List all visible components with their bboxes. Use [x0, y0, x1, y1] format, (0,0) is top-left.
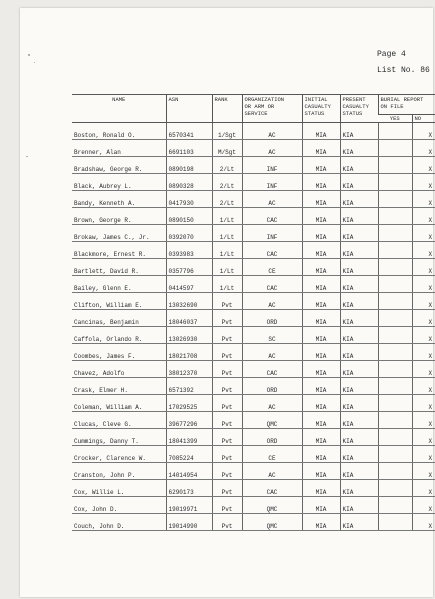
- cell-present-status: KIA: [340, 446, 378, 463]
- cell-present-status: KIA: [340, 225, 378, 242]
- cell-initial-status: MIA: [302, 208, 340, 225]
- cell-burial-no: X: [412, 293, 435, 310]
- cell-present-status: KIA: [340, 191, 378, 208]
- cell-asn: 6691103: [166, 140, 212, 157]
- cell-org: CAC: [242, 361, 302, 378]
- cell-burial-yes: [378, 378, 412, 395]
- cell-burial-no: X: [412, 361, 435, 378]
- table-row: [72, 463, 435, 480]
- cell-burial-no: X: [412, 463, 435, 480]
- cell-name: Bailey, Glenn E.: [72, 276, 166, 293]
- paper-speck: [28, 54, 30, 56]
- cell-rank: 1/Lt: [212, 276, 242, 293]
- cell-rank: 1/Sgt: [212, 123, 242, 140]
- cell-rank: Pvt: [212, 327, 242, 344]
- cell-burial-yes: [378, 140, 412, 157]
- cell-rank: Pvt: [212, 361, 242, 378]
- table-row: [72, 497, 435, 514]
- cell-burial-no: X: [412, 480, 435, 497]
- cell-rank: Pvt: [212, 310, 242, 327]
- cell-rank: Pvt: [212, 429, 242, 446]
- cell-org: AC: [242, 293, 302, 310]
- cell-burial-yes: [378, 174, 412, 191]
- cell-rank: Pvt: [212, 395, 242, 412]
- cell-asn: 14014954: [166, 463, 212, 480]
- cell-burial-no: X: [412, 242, 435, 259]
- cell-asn: 18041399: [166, 429, 212, 446]
- cell-asn: 19019971: [166, 497, 212, 514]
- cell-rank: Pvt: [212, 344, 242, 361]
- cell-burial-yes: [378, 446, 412, 463]
- col-header-org: ORGANIZATION OR ARM OR SERVICE: [242, 95, 302, 123]
- cell-org: AC: [242, 140, 302, 157]
- cell-initial-status: MIA: [302, 259, 340, 276]
- cell-org: AC: [242, 191, 302, 208]
- col-header-burial-report: BURIAL REPORT ON FILE: [378, 95, 435, 115]
- cell-burial-no: X: [412, 378, 435, 395]
- cell-present-status: KIA: [340, 361, 378, 378]
- cell-initial-status: MIA: [302, 174, 340, 191]
- cell-burial-no: X: [412, 259, 435, 276]
- cell-initial-status: MIA: [302, 225, 340, 242]
- cell-org: CE: [242, 446, 302, 463]
- cell-rank: Pvt: [212, 480, 242, 497]
- cell-asn: 6290173: [166, 480, 212, 497]
- cell-name: Cox, Willie L.: [72, 480, 166, 497]
- table-row: [72, 480, 435, 497]
- col-header-initial-status: INITIAL CASUALTY STATUS: [302, 95, 340, 123]
- cell-burial-yes: [378, 344, 412, 361]
- table-row: [72, 191, 435, 208]
- cell-burial-yes: [378, 361, 412, 378]
- cell-name: Brokaw, James C., Jr.: [72, 225, 166, 242]
- table-row: [72, 242, 435, 259]
- cell-rank: Pvt: [212, 463, 242, 480]
- cell-name: Cummings, Danny T.: [72, 429, 166, 446]
- cell-name: Blackmore, Ernest R.: [72, 242, 166, 259]
- cell-name: Cranston, John P.: [72, 463, 166, 480]
- cell-present-status: KIA: [340, 259, 378, 276]
- cell-asn: 13032690: [166, 293, 212, 310]
- cell-rank: 2/Lt: [212, 157, 242, 174]
- cell-asn: 0392070: [166, 225, 212, 242]
- cell-org: CE: [242, 259, 302, 276]
- cell-burial-no: X: [412, 327, 435, 344]
- cell-org: AC: [242, 123, 302, 140]
- cell-burial-no: X: [412, 514, 435, 531]
- cell-name: Brown, George R.: [72, 208, 166, 225]
- cell-org: INF: [242, 225, 302, 242]
- cell-initial-status: MIA: [302, 378, 340, 395]
- cell-name: Crask, Elmer H.: [72, 378, 166, 395]
- table-row: [72, 225, 435, 242]
- cell-burial-no: X: [412, 412, 435, 429]
- document-page: [20, 8, 433, 597]
- cell-burial-no: X: [412, 344, 435, 361]
- cell-rank: Pvt: [212, 378, 242, 395]
- cell-burial-yes: [378, 191, 412, 208]
- cell-name: Clucas, Cleve G.: [72, 412, 166, 429]
- cell-burial-yes: [378, 276, 412, 293]
- col-header-no: NO: [412, 115, 435, 123]
- cell-burial-no: X: [412, 276, 435, 293]
- table-row: [72, 446, 435, 463]
- cell-initial-status: MIA: [302, 327, 340, 344]
- cell-burial-no: X: [412, 225, 435, 242]
- cell-rank: Pvt: [212, 514, 242, 531]
- cell-initial-status: MIA: [302, 242, 340, 259]
- cell-rank: 1/Lt: [212, 242, 242, 259]
- cell-burial-no: X: [412, 157, 435, 174]
- table-row: [72, 378, 435, 395]
- cell-present-status: KIA: [340, 412, 378, 429]
- cell-initial-status: MIA: [302, 361, 340, 378]
- cell-name: Bandy, Kenneth A.: [72, 191, 166, 208]
- cell-burial-no: X: [412, 310, 435, 327]
- cell-rank: 1/Lt: [212, 259, 242, 276]
- cell-burial-yes: [378, 157, 412, 174]
- cell-asn: 0357796: [166, 259, 212, 276]
- table-row: [72, 293, 435, 310]
- cell-initial-status: MIA: [302, 497, 340, 514]
- cell-burial-yes: [378, 395, 412, 412]
- cell-rank: 2/Lt: [212, 191, 242, 208]
- cell-asn: 18021708: [166, 344, 212, 361]
- cell-present-status: KIA: [340, 174, 378, 191]
- table-row: [72, 361, 435, 378]
- page-number: Page 4: [377, 50, 406, 59]
- cell-present-status: KIA: [340, 242, 378, 259]
- cell-asn: 0393983: [166, 242, 212, 259]
- cell-asn: 7085224: [166, 446, 212, 463]
- cell-burial-no: X: [412, 174, 435, 191]
- col-header-name: NAME: [72, 95, 166, 123]
- cell-initial-status: MIA: [302, 446, 340, 463]
- table-row: [72, 395, 435, 412]
- cell-asn: 0890150: [166, 208, 212, 225]
- cell-present-status: KIA: [340, 395, 378, 412]
- cell-burial-yes: [378, 429, 412, 446]
- cell-present-status: KIA: [340, 293, 378, 310]
- cell-asn: 18046037: [166, 310, 212, 327]
- cell-burial-yes: [378, 242, 412, 259]
- cell-asn: 13026930: [166, 327, 212, 344]
- cell-present-status: KIA: [340, 344, 378, 361]
- casualty-table: [72, 94, 435, 531]
- cell-name: Boston, Ronald O.: [72, 123, 166, 140]
- cell-initial-status: MIA: [302, 480, 340, 497]
- cell-name: Cancinas, Benjamin: [72, 310, 166, 327]
- cell-org: INF: [242, 174, 302, 191]
- cell-rank: 1/Lt: [212, 208, 242, 225]
- cell-name: Coombes, James F.: [72, 344, 166, 361]
- cell-name: Chavez, Adolfo: [72, 361, 166, 378]
- cell-asn: 0890328: [166, 174, 212, 191]
- table-row: [72, 174, 435, 191]
- col-header-rank: RANK: [212, 95, 242, 123]
- cell-org: CAC: [242, 242, 302, 259]
- cell-initial-status: MIA: [302, 140, 340, 157]
- cell-org: AC: [242, 463, 302, 480]
- table-row: [72, 310, 435, 327]
- cell-rank: 2/Lt: [212, 174, 242, 191]
- cell-asn: 6571392: [166, 378, 212, 395]
- cell-org: QMC: [242, 412, 302, 429]
- cell-org: ORD: [242, 429, 302, 446]
- cell-burial-yes: [378, 259, 412, 276]
- cell-org: AC: [242, 344, 302, 361]
- list-number: List No. 86: [377, 66, 430, 75]
- table-row: [72, 123, 435, 140]
- col-header-asn: ASN: [166, 95, 212, 123]
- cell-initial-status: MIA: [302, 157, 340, 174]
- cell-rank: Pvt: [212, 497, 242, 514]
- table-row: [72, 259, 435, 276]
- cell-present-status: KIA: [340, 123, 378, 140]
- cell-org: CAC: [242, 208, 302, 225]
- cell-asn: 19014990: [166, 514, 212, 531]
- cell-name: Crocker, Clarence W.: [72, 446, 166, 463]
- table-row: [72, 276, 435, 293]
- paper-speck: [26, 156, 28, 157]
- cell-present-status: KIA: [340, 157, 378, 174]
- cell-initial-status: MIA: [302, 463, 340, 480]
- cell-burial-no: X: [412, 497, 435, 514]
- cell-asn: 0414597: [166, 276, 212, 293]
- cell-asn: 0417930: [166, 191, 212, 208]
- cell-org: INF: [242, 157, 302, 174]
- paper-speck: [34, 62, 35, 63]
- cell-burial-yes: [378, 480, 412, 497]
- cell-burial-no: X: [412, 446, 435, 463]
- cell-asn: 6570341: [166, 123, 212, 140]
- cell-org: QMC: [242, 514, 302, 531]
- cell-burial-yes: [378, 327, 412, 344]
- cell-initial-status: MIA: [302, 276, 340, 293]
- cell-burial-yes: [378, 514, 412, 531]
- col-header-yes: YES: [378, 115, 412, 123]
- table-row: [72, 157, 435, 174]
- cell-burial-no: X: [412, 191, 435, 208]
- cell-burial-yes: [378, 412, 412, 429]
- cell-initial-status: MIA: [302, 293, 340, 310]
- cell-asn: 0890198: [166, 157, 212, 174]
- cell-org: CAC: [242, 276, 302, 293]
- cell-burial-yes: [378, 497, 412, 514]
- cell-initial-status: MIA: [302, 412, 340, 429]
- cell-present-status: KIA: [340, 140, 378, 157]
- cell-name: Black, Aubrey L.: [72, 174, 166, 191]
- table-row: [72, 327, 435, 344]
- cell-rank: M/Sgt: [212, 140, 242, 157]
- cell-initial-status: MIA: [302, 429, 340, 446]
- cell-burial-no: X: [412, 140, 435, 157]
- cell-initial-status: MIA: [302, 191, 340, 208]
- col-header-present-status: PRESENT CASUALTY STATUS: [340, 95, 378, 123]
- cell-present-status: KIA: [340, 463, 378, 480]
- cell-burial-yes: [378, 293, 412, 310]
- cell-initial-status: MIA: [302, 344, 340, 361]
- cell-org: ORD: [242, 310, 302, 327]
- cell-name: Bartlett, David R.: [72, 259, 166, 276]
- cell-burial-no: X: [412, 208, 435, 225]
- cell-present-status: KIA: [340, 514, 378, 531]
- cell-asn: 38012370: [166, 361, 212, 378]
- cell-org: SC: [242, 327, 302, 344]
- cell-present-status: KIA: [340, 480, 378, 497]
- cell-rank: Pvt: [212, 412, 242, 429]
- cell-burial-yes: [378, 310, 412, 327]
- table-row: [72, 412, 435, 429]
- cell-org: AC: [242, 395, 302, 412]
- cell-present-status: KIA: [340, 378, 378, 395]
- cell-name: Brenner, Alan: [72, 140, 166, 157]
- cell-name: Caffola, Orlando R.: [72, 327, 166, 344]
- cell-initial-status: MIA: [302, 310, 340, 327]
- cell-present-status: KIA: [340, 310, 378, 327]
- cell-burial-yes: [378, 463, 412, 480]
- table-row: [72, 140, 435, 157]
- table-row: [72, 429, 435, 446]
- cell-present-status: KIA: [340, 429, 378, 446]
- cell-burial-no: X: [412, 123, 435, 140]
- cell-rank: Pvt: [212, 446, 242, 463]
- cell-burial-yes: [378, 225, 412, 242]
- cell-org: QMC: [242, 497, 302, 514]
- table-row: [72, 514, 435, 531]
- cell-burial-no: X: [412, 395, 435, 412]
- table-row: [72, 344, 435, 361]
- table-row: [72, 208, 435, 225]
- cell-burial-no: X: [412, 429, 435, 446]
- cell-asn: 17029525: [166, 395, 212, 412]
- cell-org: ORD: [242, 378, 302, 395]
- cell-initial-status: MIA: [302, 123, 340, 140]
- cell-burial-yes: [378, 123, 412, 140]
- cell-present-status: KIA: [340, 208, 378, 225]
- cell-initial-status: MIA: [302, 395, 340, 412]
- cell-present-status: KIA: [340, 276, 378, 293]
- cell-rank: Pvt: [212, 293, 242, 310]
- cell-name: Coleman, William A.: [72, 395, 166, 412]
- cell-name: Clifton, William E.: [72, 293, 166, 310]
- table-header-row: [72, 95, 435, 115]
- cell-org: CAC: [242, 480, 302, 497]
- table-body: [72, 123, 435, 531]
- cell-present-status: KIA: [340, 497, 378, 514]
- cell-name: Cox, John D.: [72, 497, 166, 514]
- cell-name: Bradshaw, George R.: [72, 157, 166, 174]
- cell-rank: 1/Lt: [212, 225, 242, 242]
- cell-burial-yes: [378, 208, 412, 225]
- cell-asn: 39677296: [166, 412, 212, 429]
- cell-present-status: KIA: [340, 327, 378, 344]
- cell-name: Couch, John D.: [72, 514, 166, 531]
- cell-initial-status: MIA: [302, 514, 340, 531]
